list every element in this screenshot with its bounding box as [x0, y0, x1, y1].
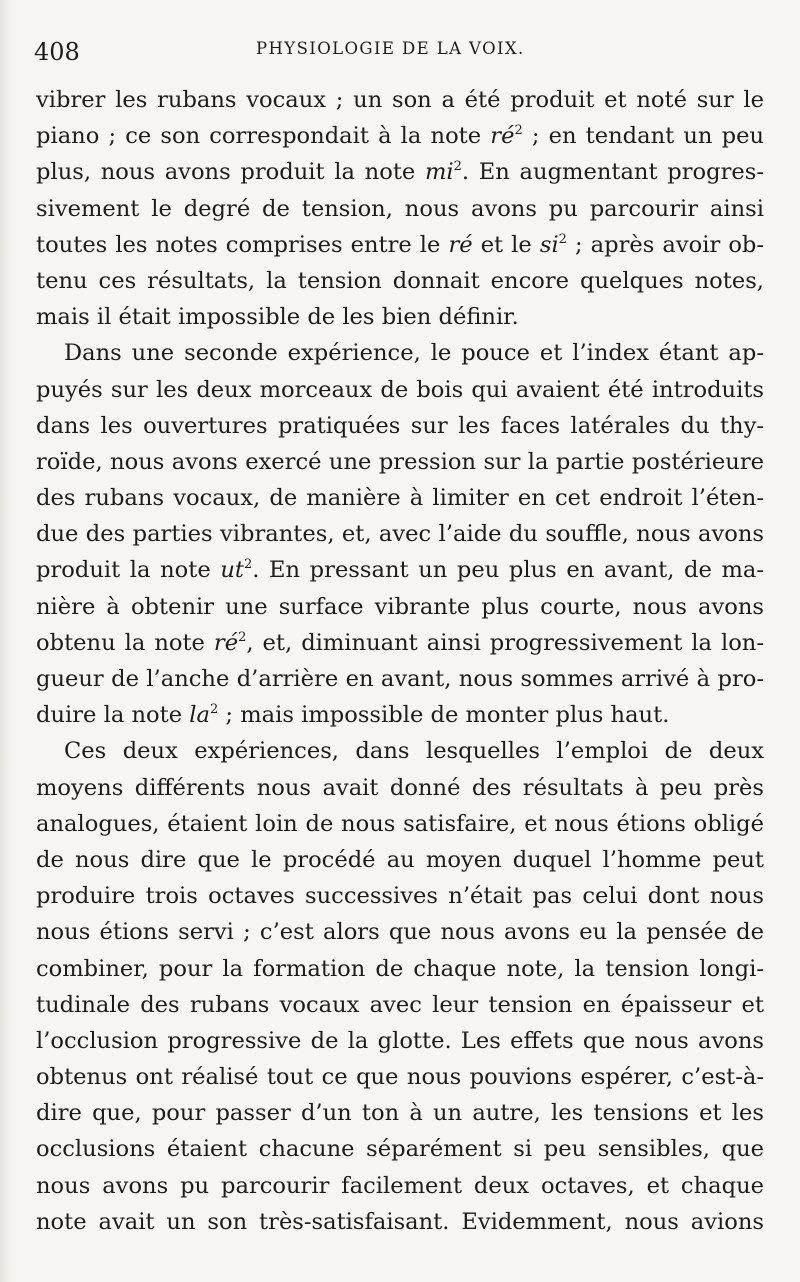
text-line: gueur de l’anche d’arrière en avant, nous sommes arrivé à pro- [36, 666, 764, 692]
note-name: mi [424, 159, 454, 186]
page-number: 408 [34, 38, 80, 66]
text-line: piano ; ce son correspondait à la note $ré^2$ ; en tendant un peu [36, 123, 765, 150]
text-line: toutes les notes comprises entre le ré et le $si^2$ ; après avoir ob- [36, 231, 765, 258]
note-name: ré [448, 231, 473, 258]
text-line: dans les ouvertures pratiquées sur les faces latérales du thy- [36, 412, 764, 439]
note-name: ré [490, 123, 515, 150]
text-line: occlusions étaient chacune séparément si peu sensibles, que [36, 1136, 764, 1163]
text-line: tenu ces résultats, la tension donnait encore quelques notes, [36, 267, 764, 294]
octave-superscript: 2 [514, 123, 523, 139]
text-line: plus, nous avons produit la note $mi^2$. En augmentant progres- [36, 159, 764, 186]
text-line: due des parties vibrantes, et, avec l’aide du souffle, nous avons [36, 521, 764, 548]
text-line: des rubans vocaux, de manière à limiter en cet endroit l’éten- [36, 485, 764, 512]
octave-superscript: 2 [238, 629, 247, 645]
text-line: note avait un son très-satisfaisant. Evidemment, nous avions [36, 1208, 764, 1235]
text-line: mais il était impossible de les bien définir. [36, 304, 519, 331]
octave-superscript: 2 [558, 231, 567, 247]
text-line: obtenus ont réalisé tout ce que nous pouvions espérer, c’est-à- [36, 1064, 764, 1091]
note-name: ut [220, 557, 244, 584]
note-name: si [539, 231, 559, 258]
text-line: combiner, pour la formation de chaque note, la tension longi- [36, 955, 764, 982]
text-line: puyés sur les deux morceaux de bois qui avaient été introduits [36, 376, 764, 403]
note-name: ré [213, 629, 239, 656]
text-line: produire trois octaves successives n’était pas celui dont nous [36, 883, 764, 910]
octave-superscript: 2 [209, 702, 219, 718]
text-line: nous étions servi ; c’est alors que nous avons eu la pensée de [36, 919, 764, 946]
text-line: vibrer les rubans vocaux ; un son a été produit et noté sur le [36, 87, 764, 113]
page-gutter-shadow [0, 0, 12, 1282]
text-line: analogues, étaient loin de nous satisfaire, et nous étions obligé [36, 810, 764, 837]
paragraph-3 [36, 733, 764, 1240]
text-line: obtenu la note $ré^2$, et, diminuant ainsi progressivement la lon- [36, 629, 764, 656]
page-header [34, 34, 764, 74]
text-line: produit la note $ut^2$. En pressant un peu plus en avant, de ma- [36, 557, 764, 584]
running-title: PHYSIOLOGIE DE LA VOIX. [256, 39, 525, 58]
text-line: nière à obtenir une surface vibrante plus courte, nous avons [36, 593, 764, 620]
text-line: dire que, pour passer d’un ton à un autre, les tensions et les [36, 1100, 764, 1127]
text-line: sivement le degré de tension, nous avons pu parcourir ainsi [36, 195, 764, 222]
text-line: duire la note $la^2$ ; mais impossible de monter plus haut. [36, 702, 670, 729]
text-line: roïde, nous avons exercé une pression sur la partie postérieure [36, 448, 764, 475]
octave-superscript: 2 [453, 159, 462, 175]
paragraph-1 [36, 82, 764, 335]
text-line: de nous dire que le procédé au moyen duquel l’homme peut [36, 846, 764, 873]
text-line: Ces deux expériences, dans lesquelles l’emploi de deux [64, 738, 764, 765]
text-line: tudinale des rubans vocaux avec leur tension en épaisseur et [36, 991, 764, 1018]
text-line: Dans une seconde expérience, le pouce et l’index étant ap- [64, 340, 764, 367]
text-line: moyens différents nous avait donné des résultats à peu près [36, 774, 764, 801]
text-line: l’occlusion progressive de la glotte. Les effets que nous avons [36, 1027, 764, 1054]
body-text [36, 82, 764, 1240]
note-name: la [189, 702, 210, 729]
paragraph-2 [36, 335, 764, 733]
octave-superscript: 2 [243, 557, 253, 573]
text-line: nous avons pu parcourir facilement deux octaves, et chaque [36, 1172, 764, 1199]
